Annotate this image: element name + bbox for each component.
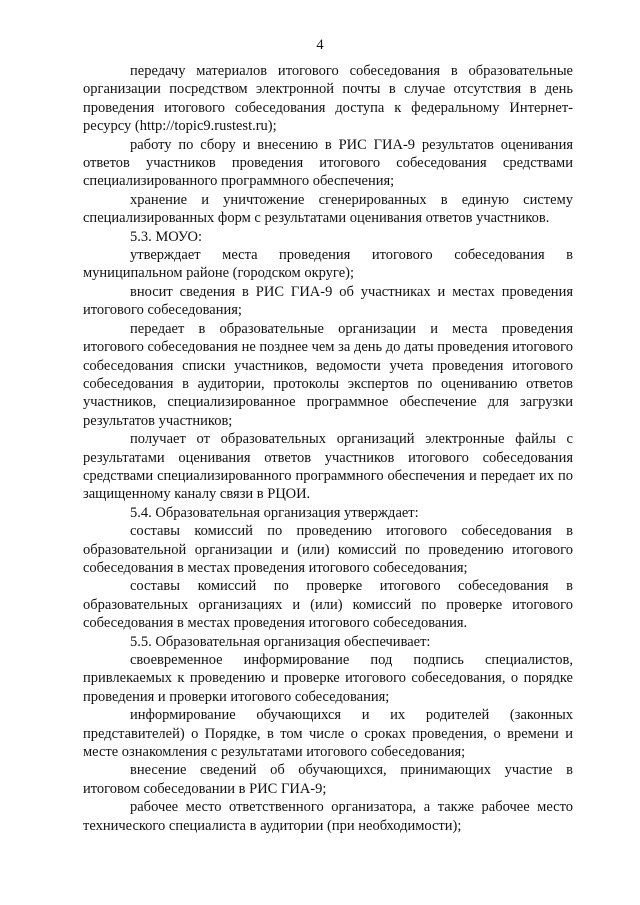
list-item: утверждает места проведения итогового собеседования в муниципальном районе (городском округе); [83, 247, 573, 282]
section-heading: 5.5. Образовательная организация обеспечивает: [130, 633, 431, 650]
document-body [83, 62, 573, 835]
list-item: составы комиссий по проверке итогового собеседования в образовательных организациях и (или) комиссий по проверке итогового собеседования в местах проведения итогового собеседования. [83, 578, 573, 632]
list-item: передает в образовательные организации и места проведения итогового собеседования не позднее чем за день до даты проведения итогового собеседования списки участников, ведомости учета проведения итогового собеседования в аудитории, протоколы экспертов по оцениванию ответов участников, специализированное программное обеспечение для загрузки результатов участников; [83, 320, 573, 429]
section-heading: 5.3. МОУО: [130, 228, 202, 245]
list-item: информирование обучающихся и их родителей (законных представителей) о Порядке, в том числе о сроках проведения, о времени и месте ознакомления с результатами итогового собеседования; [83, 707, 573, 761]
list-item: передачу материалов итогового собеседования в образовательные организации посредством электронной почты в случае отсутствия в день проведения итогового собеседования доступа к федеральному Интернет-ресурсу (http://topic9.rustest.ru); [83, 63, 573, 135]
list-item: составы комиссий по проведению итогового собеседования в образовательной организации и (или) комиссий по проведению итогового собеседования в местах проведения итогового собеседования; [83, 523, 573, 576]
list-item: своевременное информирование под подпись специалистов, привлекаемых к проведению и проверке итогового собеседования, о порядке проведения и проверки итогового собеседования; [83, 652, 573, 705]
list-item: работу по сбору и внесению в РИС ГИА-9 результатов оценивания ответов участников проведения итогового собеседования средствами специализированного программного обеспечения; [83, 136, 573, 190]
section-heading: 5.4. Образовательная организация утверждает: [130, 504, 419, 521]
list-item: вносит сведения в РИС ГИА-9 об участниках и местах проведения итогового собеседования; [83, 283, 573, 319]
list-item: хранение и уничтожение сгенерированных в единую систему специализированных форм с результатами оценивания ответов участников. [83, 191, 573, 227]
list-item: внесение сведений об обучающихся, принимающих участие в итоговом собеседовании в РИС ГИА-9; [83, 762, 573, 797]
list-item: рабочее место ответственного организатора, а также рабочее место технического специалиста в аудитории (при необходимости); [83, 799, 573, 834]
page-number: 4 [316, 37, 324, 53]
list-item: получает от образовательных организаций электронные файлы с результатами оценивания ответов участников итогового собеседования средствами специализированного программного обеспечения и передает их по защищенному каналу связи в РЦОИ. [83, 431, 573, 503]
